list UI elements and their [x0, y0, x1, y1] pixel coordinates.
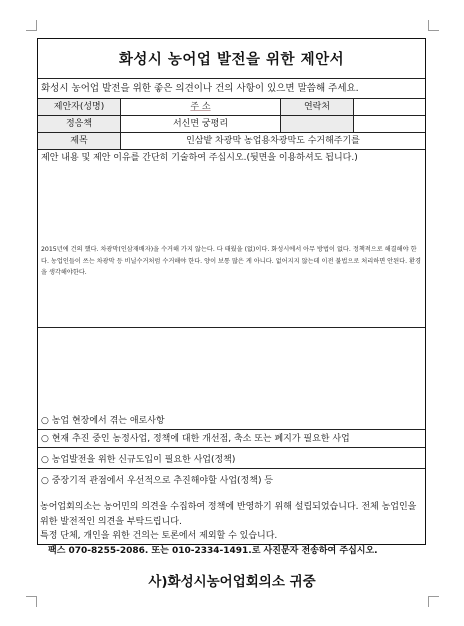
footer-notice-line1: 농어업회의소는 농어민의 의견을 수집하여 정책에 반영하기 위해 설립되었습니다. 전체 농업인을 위한 발전적인 의견을 부탁드립니다.	[40, 502, 417, 527]
crop-mark-bottom-left	[26, 596, 37, 607]
form-title: 화성시 농어업 발전을 위한 제안서	[38, 39, 425, 79]
proposer-value[interactable]: 주 소	[121, 99, 281, 115]
subject-value[interactable]: 인삼밭 차광막 농업용차광막도 수거해주기를	[186, 136, 360, 146]
crop-mark-bottom-right	[428, 596, 439, 607]
contact-value[interactable]	[354, 99, 425, 115]
proposer-row	[38, 99, 425, 116]
footer-notice	[40, 500, 424, 544]
option-longterm-priority: ○ 중장기적 관점에서 우선적으로 추진해야할 사업(정책) 등	[41, 476, 274, 486]
position-extra-value[interactable]	[354, 116, 425, 132]
proposer-label: 제안자(성명)	[38, 99, 121, 115]
position-value[interactable]: 서신면 궁평리	[121, 116, 281, 132]
form-intro: 화성시 농어업 발전을 위한 좋은 의견이나 건의 사항이 있으면 말씀해 주세요.	[38, 79, 425, 99]
option-new-project: ○ 농업발전을 위한 신규도입이 필요한 사업(정책)	[38, 451, 425, 469]
option-policy-improvement: ○ 현재 추진 중인 농정사업, 정책에 대한 개선점, 축소 또는 폐지가 필요한 사업	[38, 430, 425, 448]
fax-instruction: 팩스 070-8255-2086. 또는 010-2334-1491.로 사진문자 전송하여 주십시오.	[48, 546, 378, 556]
reason-section	[38, 150, 425, 328]
reason-body[interactable]: 2015년에 건의 했다. 차광막(인삼재배자)을 수거해 가지 않는다. 다 태웠을 (없)이다. 화성시에서 아무 방법이 없다. 정책적으로 해결해야 한다. 농업인들이 쓰는 차광막 등 비닐수거처럼 수거해야 한다. 양이 보통 많은 게 아니다. 없어지지 않는데 이전 불법으로 처리하면 안된다. 환경을 생각해야한다.	[41, 246, 421, 276]
crop-mark-top-right	[428, 20, 439, 31]
position-label: 정응책	[38, 116, 121, 132]
position-row	[38, 116, 425, 133]
option-field-difficulty: ○ 농업 현장에서 겪는 애로사항	[38, 412, 425, 430]
organization-name: 사)화성시농어업회의소 귀중	[148, 574, 316, 590]
footer-notice-line2: 특정 단체, 개인을 위한 건의는 토론에서 제외할 수 있습니다.	[40, 531, 278, 541]
subject-row	[38, 133, 425, 150]
contact-label: 연락처	[281, 99, 354, 115]
subject-label: 제목	[38, 133, 121, 149]
crop-mark-top-left	[26, 20, 37, 31]
reason-heading: 제안 내용 및 제안 이유를 간단히 기술하여 주십시오.(뒷면을 이용하셔도 됩니다.)	[41, 153, 358, 163]
position-extra-label	[281, 116, 354, 132]
proposal-form	[37, 38, 426, 545]
